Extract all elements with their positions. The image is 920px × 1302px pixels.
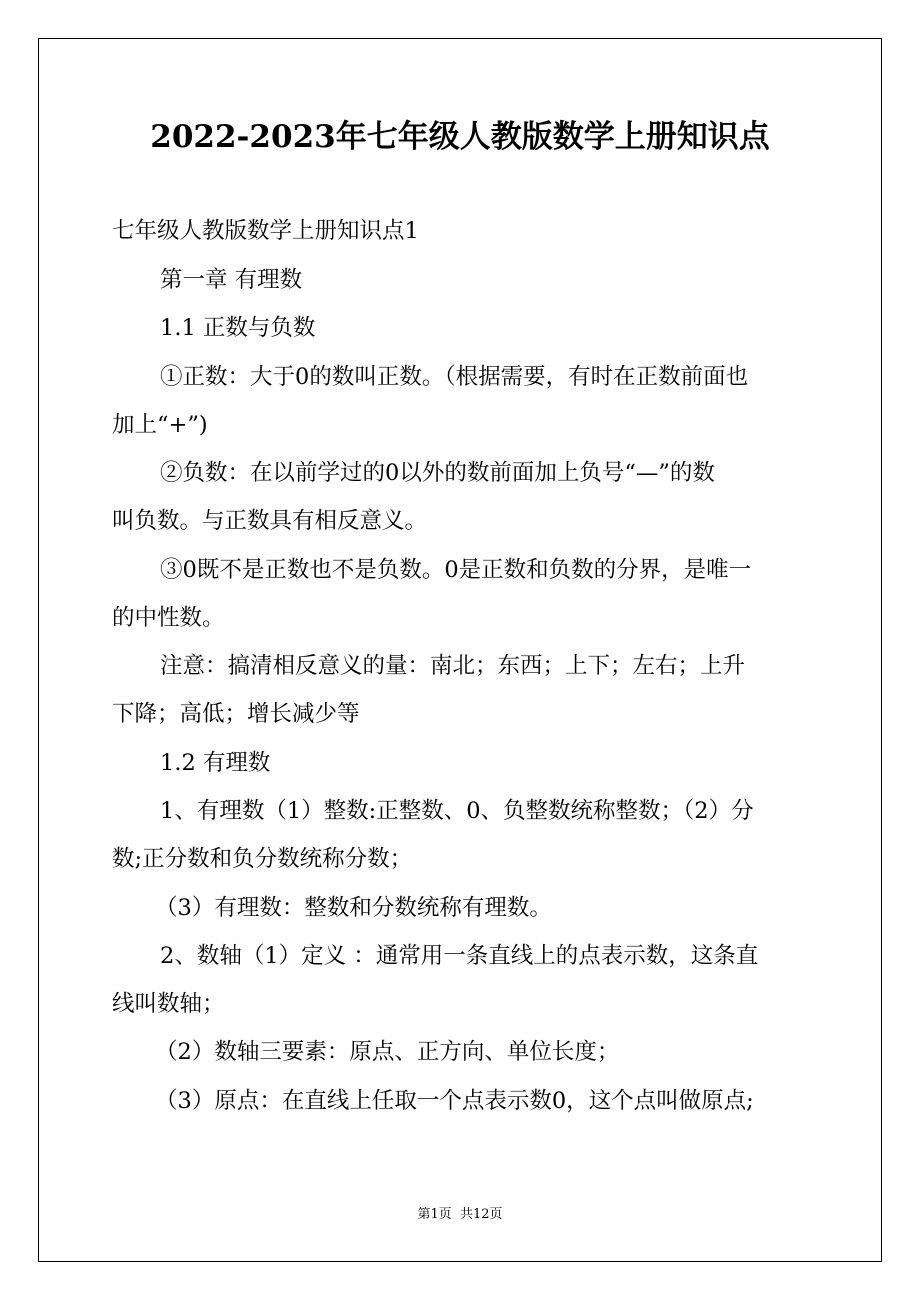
paragraph-line: 1、有理数（1）整数:正整数、0、负整数统称整数；（2）分	[160, 798, 754, 824]
paragraph-line: 数;正分数和负分数统称分数；	[112, 846, 413, 872]
paragraph-line: 2、数轴（1）定义 ：通常用一条直线上的点表示数，这条直	[160, 943, 759, 969]
paragraph-line: 加上“+”)	[112, 412, 208, 438]
paragraph-line: ①正数：大于0的数叫正数。（根据需要，有时在正数前面也	[160, 364, 749, 390]
subsection-heading: 1.1 正数与负数	[160, 315, 316, 341]
paragraph-line: （3）有理数：整数和分数统称有理数。	[155, 895, 552, 921]
paragraph-line: 线叫数轴；	[112, 991, 225, 1017]
paragraph-line: （2）数轴三要素：原点、正方向、单位长度；	[155, 1039, 620, 1065]
chapter-heading: 第一章 有理数	[160, 267, 303, 293]
paragraph-line: ②负数：在以前学过的0以外的数前面加上负号“—”的数	[160, 460, 715, 486]
paragraph-line: ③0既不是正数也不是负数。0是正数和负数的分界，是唯一	[160, 557, 752, 583]
paragraph-line: 注意：搞清相反意义的量：南北；东西；上下；左右；上升	[160, 653, 746, 679]
paragraph-line: （3）原点：在直线上任取一个点表示数0，这个点叫做原点;	[155, 1088, 754, 1114]
document-title: 2022-2023年七年级人教版数学上册知识点	[150, 119, 770, 155]
page-footer	[0, 1205, 920, 1225]
paragraph-line: 的中性数。	[112, 605, 225, 631]
paragraph-line: 叫负数。与正数具有相反意义。	[112, 508, 428, 534]
paragraph-line: 下降；高低；增长减少等	[112, 701, 360, 727]
section-heading: 七年级人教版数学上册知识点1	[112, 218, 419, 244]
page-number: 第1页	[417, 1207, 452, 1222]
page-total: 共12页	[459, 1207, 503, 1222]
subsection-heading: 1.2 有理数	[160, 750, 271, 776]
